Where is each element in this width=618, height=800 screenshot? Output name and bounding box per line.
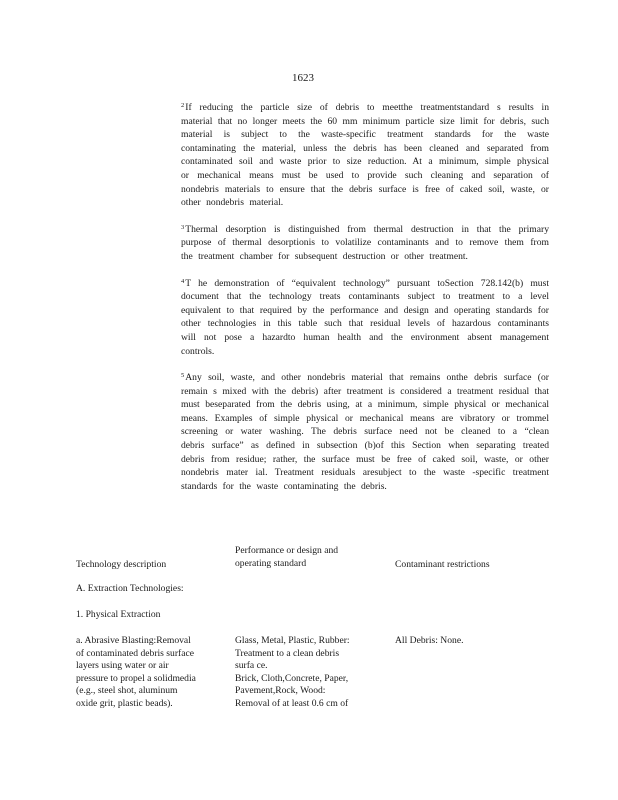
- cell-line: layers using water or air: [76, 660, 169, 672]
- footnote-text: Thermal desorption is distinguished from thermal destruction in that the primary purpose of thermal desorptionis to volatilize contaminants and to remove them from the treatment chamber for subsequent destruction or other treatment.: [181, 223, 549, 262]
- footnotes: [181, 99, 549, 504]
- cell-line: Removal of at least 0.6 cm of: [235, 697, 349, 709]
- header-line: Performance or design and: [235, 545, 339, 556]
- technology-cell: [76, 635, 226, 711]
- footnote-4: [181, 275, 549, 359]
- header-technology-description: Technology description: [76, 559, 167, 570]
- performance-cell: [235, 635, 381, 711]
- footnote-number: 4: [181, 277, 185, 285]
- footnote-3: [181, 221, 549, 264]
- cell-line: Treatment to a clean debris: [235, 647, 340, 659]
- footnote-number: 2: [181, 102, 185, 109]
- cell-line: a. Abrasive Blasting:Removal: [76, 635, 191, 646]
- page-number: 1623: [292, 72, 314, 84]
- footnote-text: T he demonstration of “equivalent technology” pursuant toSection 728.142(b) must document that the technology treats contaminants subject to treatment to a level equivalent to that required by the performance and design and operating standards for other technologies in this table such that residual levels of hazardous contaminants will not pose a hazardto human health and the environment absent management controls.: [181, 277, 549, 357]
- footnote-text: Any soil, waste, and other nondebris material that remains onthe debris surface (or remain s mixed with the debris) after treatment is considered a treatment residual that must beseparated from the debris using, at a minimum, simple physical or mechanical means. Examples of simple physical or mechanical means are vibratory or trommel screening or water washing. The debris surface need not be cleaned to a “clean debris surface” as defined in subsection (b)of this Section when separating treated debris from residue; rather, the surface must be free of caked soil, waste, or other nondebris mater ial. Treatment residuals aresubject to the waste -specific treatment standards for the waste contaminating the debris.: [181, 372, 549, 492]
- subsection-heading-physical-extraction: 1. Physical Extraction: [76, 609, 161, 620]
- cell-line: of contaminated debris surface: [76, 647, 195, 659]
- header-contaminant-restrictions: Contaminant restrictions: [395, 559, 490, 570]
- footnote-number: 3: [181, 223, 185, 231]
- header-performance-standard: [235, 545, 381, 570]
- cell-line: surfa ce.: [235, 660, 268, 672]
- cell-line: oxide grit, plastic beads).: [76, 697, 173, 709]
- cell-line: (e.g., steel shot, aluminum: [76, 685, 178, 697]
- contaminant-cell: All Debris: None.: [395, 635, 464, 646]
- cell-line: Glass, Metal, Plastic, Rubber:: [235, 635, 350, 646]
- cell-line: Pavement,Rock, Wood:: [235, 685, 326, 697]
- section-heading-extraction: A. Extraction Technologies:: [76, 583, 184, 594]
- header-line: operating standard: [235, 557, 307, 569]
- footnote-2: [181, 99, 549, 210]
- footnote-text: If reducing the particle size of debris to meetthe treatmentstandard s results in material that no longer meets the 60 mm minimum particle size limit for debris, such material is subject to the waste-specific treatment standards for the waste contaminating the material, unless the debris has been cleaned and separated from contaminated soil and waste prior to size reduction. At a minimum, simple physical or mechanical means must be used to provide such cleaning and separation of nondebris materials to ensure that the debris surface is free of caked soil, waste, or other nondebris material.: [181, 102, 549, 209]
- cell-line: Brick, Cloth,Concrete, Paper,: [235, 672, 349, 684]
- table-header: [76, 545, 536, 575]
- cell-line: pressure to propel a solidmedia: [76, 672, 196, 684]
- footnote-number: 5: [181, 372, 185, 380]
- footnote-5: [181, 369, 549, 493]
